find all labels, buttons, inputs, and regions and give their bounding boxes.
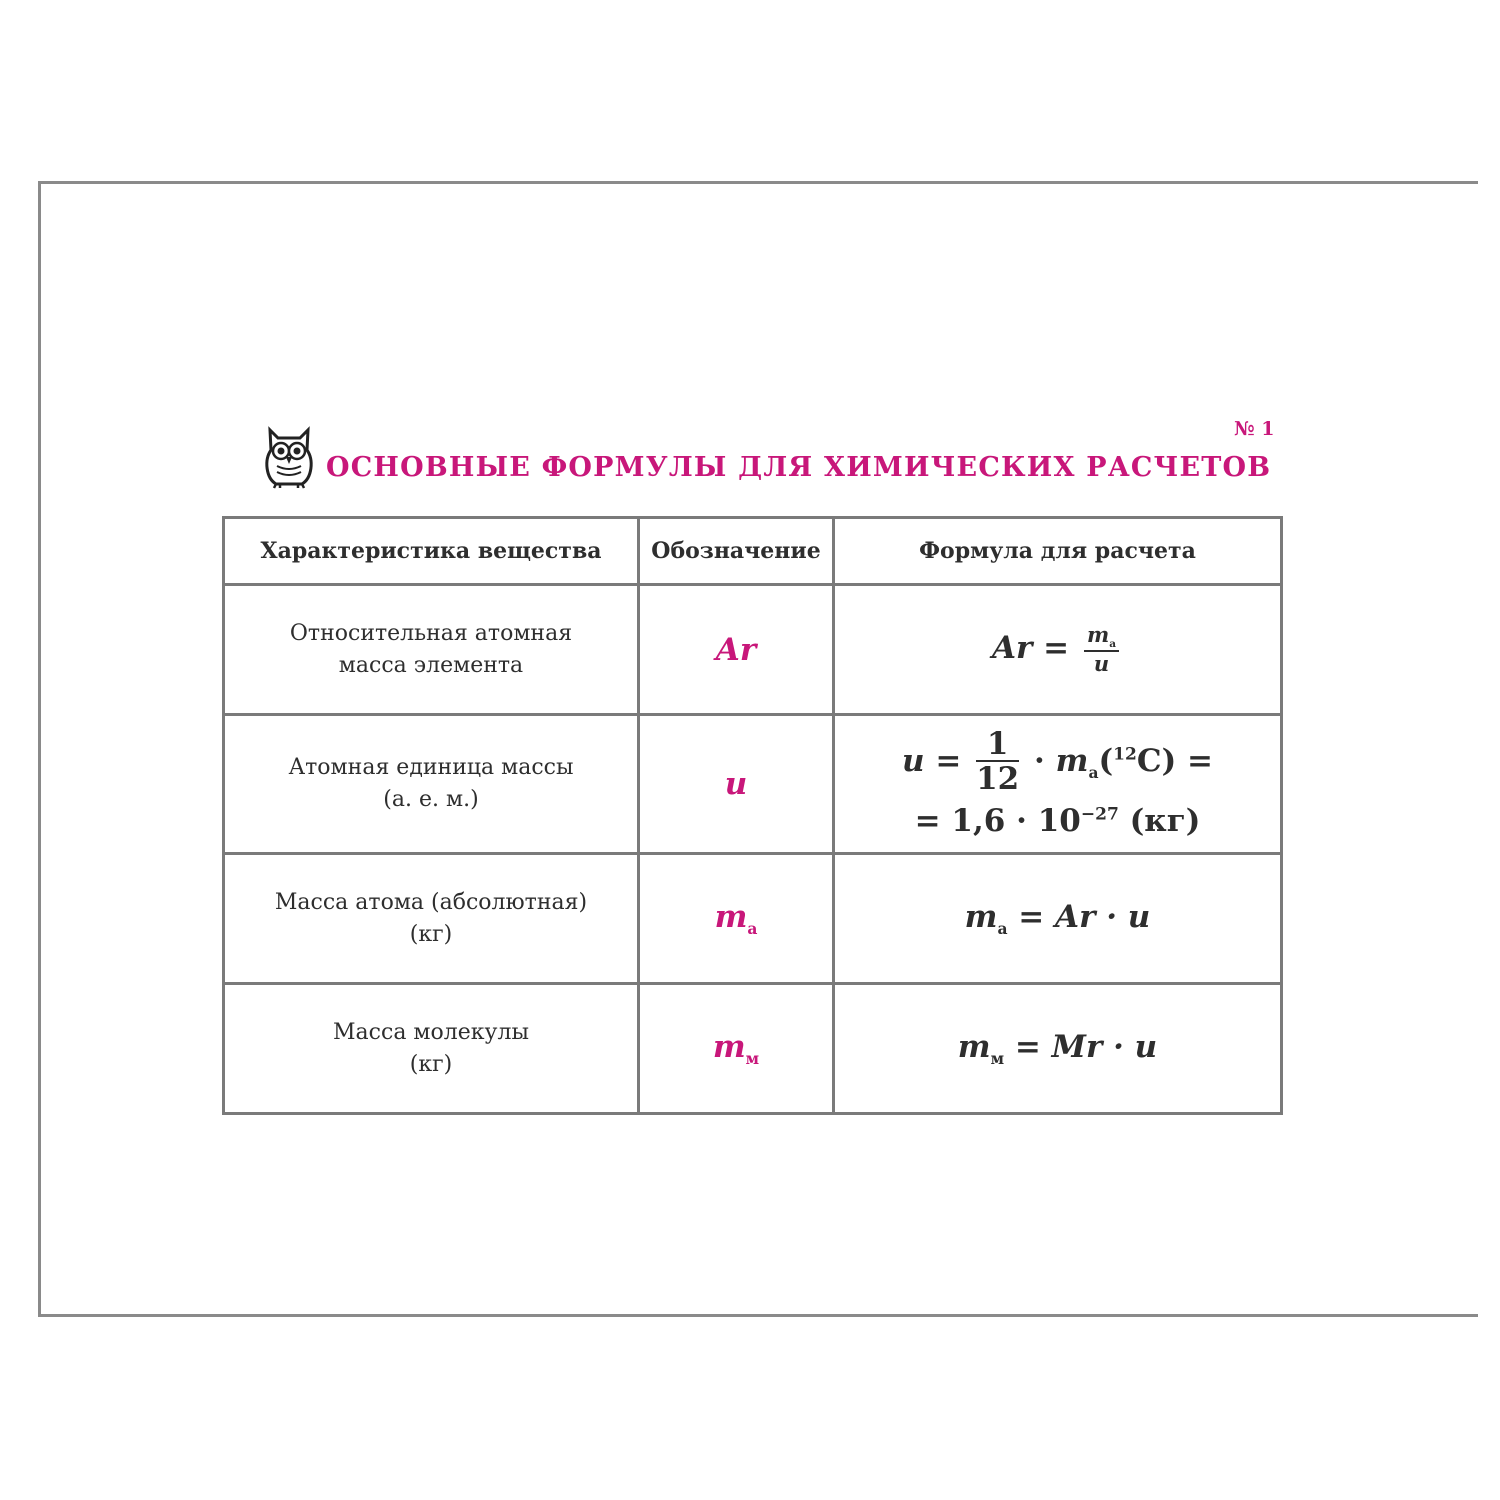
fraction-numerator: 1 [976,729,1019,762]
fraction [1084,624,1119,675]
table-row [224,984,1282,1114]
formula-exponent: −27 [1080,804,1119,825]
formula-value: = 1,6 · 10 [914,802,1081,839]
formula [957,1028,1158,1069]
designation-cell [639,854,834,984]
characteristic-line: масса элемента [338,652,524,678]
mass-symbol: m [964,898,998,935]
formula-rhs: = Mr · u [1004,1028,1158,1065]
header-characteristic: Характеристика вещества [224,518,639,585]
characteristic-line: Атомная единица массы [288,755,574,780]
designation-cell [639,585,834,715]
designation-cell [639,984,834,1114]
formulas-table [222,516,1283,1115]
paren-close: ) = [1161,743,1213,780]
mass-symbol: m [957,1028,991,1065]
symbol-letter: m [714,898,748,935]
fraction [976,726,1020,798]
table-row [224,715,1282,854]
mass-subscript: а [1088,763,1099,783]
formula [991,622,1123,676]
card-number: № 1 [1234,418,1275,440]
formula-line-2 [835,803,1280,839]
formula-equals: = [935,743,962,780]
characteristic-line: (кг) [409,1051,453,1077]
formula-lhs: Ar [991,630,1033,666]
symbol: Ar [715,631,757,668]
characteristic-line: Относительная атомная [289,620,573,646]
formula-cell [834,984,1282,1114]
formula-cell [834,854,1282,984]
symbol-subscript: м [745,1049,760,1069]
header-designation: Обозначение [639,518,834,585]
numerator-subscript: а [1109,638,1116,651]
table-header-row [224,518,1282,585]
formula-cell [834,585,1282,715]
fraction-numerator: m [1086,622,1110,648]
header-formula: Формула для расчета [834,518,1282,585]
fraction-denominator: 12 [976,761,1020,798]
mass-subscript: м [990,1049,1005,1069]
table-row [224,854,1282,984]
table-row [224,585,1282,715]
formula-unit: (кг) [1118,802,1201,839]
card-title: ОСНОВНЫЕ ФОРМУЛЫ ДЛЯ ХИМИЧЕСКИХ РАСЧЕТОВ [326,452,1272,483]
fraction-denominator: u [1093,650,1110,676]
paren-open: ( [1098,743,1114,780]
characteristic-cell [224,984,639,1114]
characteristic-line: (кг) [409,921,453,947]
characteristic-line: Масса молекулы [333,1019,529,1045]
formula-lhs: u [901,743,925,780]
characteristic-line: (а. е. м.) [383,787,479,812]
designation-cell [639,715,834,854]
symbol: u [724,766,748,802]
characteristic-cell [224,715,639,854]
mass-subscript: а [997,919,1008,939]
isotope-number: 12 [1113,745,1137,766]
owl-icon [262,424,316,490]
formula-equals: = [1043,630,1070,666]
symbol-subscript: а [747,919,758,939]
symbol [712,1028,760,1069]
formula-rhs: = Ar · u [1007,898,1151,935]
mass-symbol: m [1055,743,1089,780]
symbol [714,898,758,939]
element-symbol: C [1136,743,1162,780]
characteristic-line: Масса атома (абсолютная) [274,889,588,915]
characteristic-cell [224,854,639,984]
characteristic-cell [224,585,639,715]
symbol-letter: m [712,1028,746,1065]
formula [964,898,1151,939]
formula-line-1 [835,726,1280,798]
formula-cell [834,715,1282,854]
dot-operator: · [1034,743,1045,780]
